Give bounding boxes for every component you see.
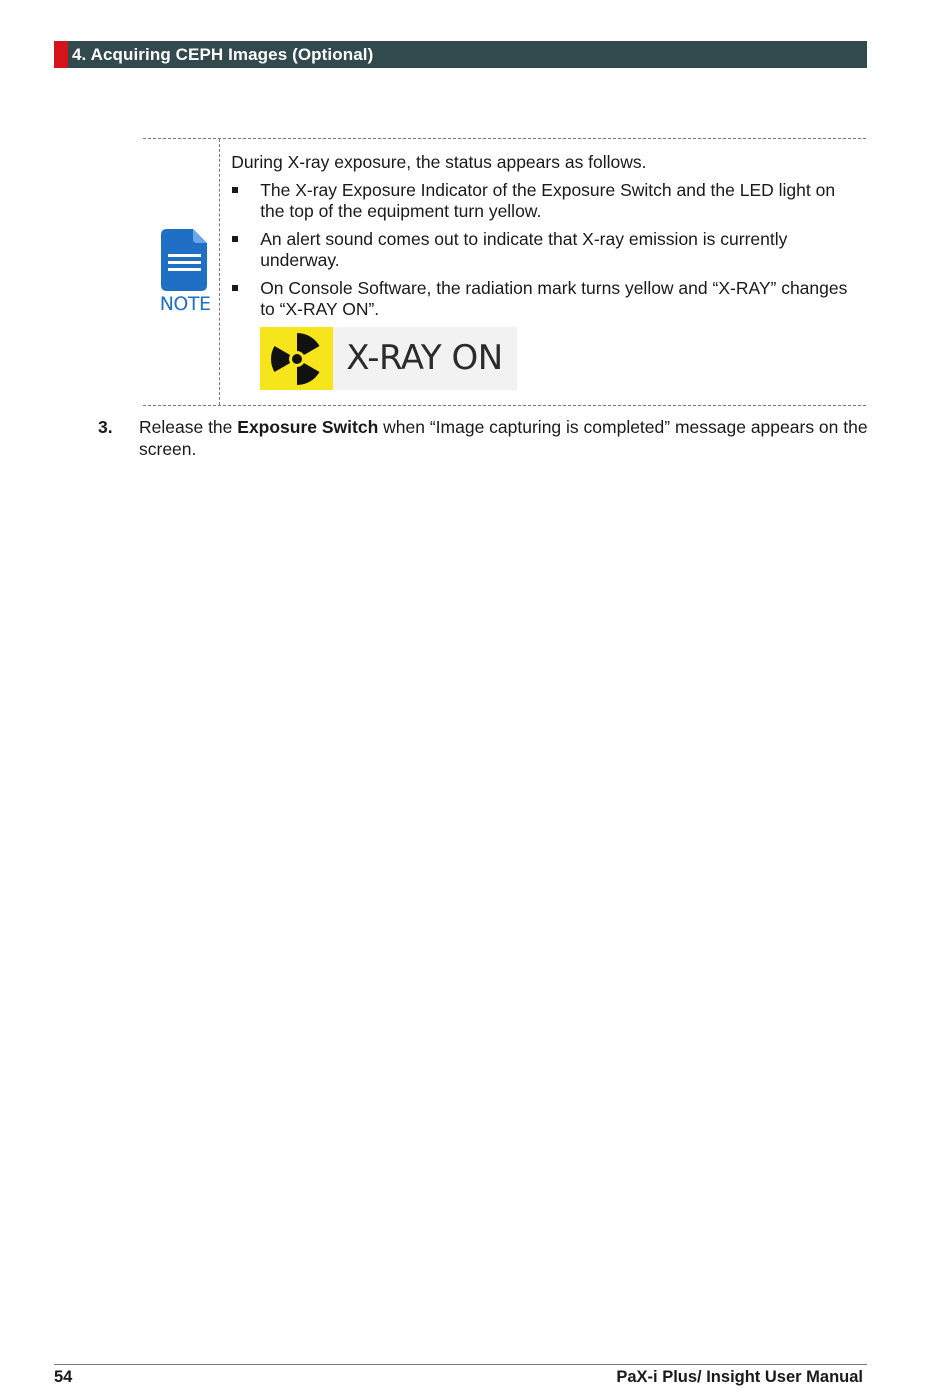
- note-box: [143, 138, 866, 406]
- note-content: [220, 139, 866, 405]
- note-icon-cell: [143, 139, 220, 405]
- square-bullet-icon: [232, 187, 238, 193]
- step-3: [98, 416, 868, 460]
- list-item: [231, 278, 866, 320]
- section-header-bar: [54, 41, 867, 68]
- square-bullet-icon: [232, 236, 238, 242]
- note-intro: During X-ray exposure, the status appears as follows.: [231, 152, 647, 172]
- list-item-text: The X-ray Exposure Indicator of the Exposure Switch and the LED light on the top of the equipment turn yellow.: [260, 180, 836, 221]
- step-text-before: Release the: [139, 417, 238, 437]
- step-text: [139, 416, 868, 460]
- step-text-bold: Exposure Switch: [237, 417, 379, 437]
- list-item-text: An alert sound comes out to indicate that X-ray emission is currently underway.: [260, 229, 788, 270]
- square-bullet-icon: [232, 285, 238, 291]
- page-footer: [54, 1364, 867, 1387]
- note-label: NOTE: [159, 293, 211, 315]
- section-title: 4. Acquiring CEPH Images (Optional): [72, 44, 374, 64]
- xray-on-status-badge: [260, 327, 517, 390]
- list-item: [231, 180, 866, 222]
- manual-title: PaX-i Plus/ Insight User Manual: [616, 1368, 863, 1386]
- radiation-icon-box: [260, 327, 333, 390]
- xray-on-text: X-RAY ON: [346, 338, 503, 378]
- note-document-icon: [161, 229, 209, 291]
- step-number: 3.: [98, 417, 113, 437]
- list-item-text: On Console Software, the radiation mark turns yellow and “X-RAY” changes to “X-RAY ON”.: [260, 278, 848, 319]
- step-text-after: when “Image capturing is completed” message appears on the screen.: [139, 417, 868, 459]
- list-item: [231, 229, 866, 271]
- section-header-accent: [54, 41, 68, 68]
- page-number: 54: [54, 1368, 73, 1386]
- note-list: [231, 180, 866, 320]
- radiation-icon: [267, 329, 327, 389]
